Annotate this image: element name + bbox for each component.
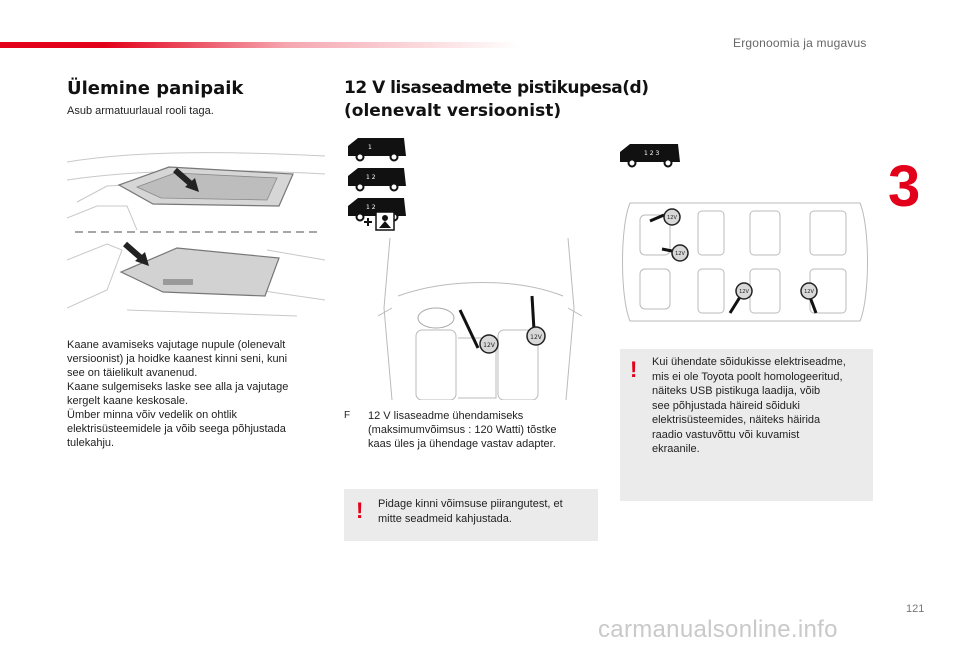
bullet-line: 12 V lisaseadme ühendamiseks (368, 410, 524, 422)
chapter-number: 3 (888, 154, 921, 219)
upper-storage-title: Ülemine panipaik (67, 78, 244, 99)
power-limit-warning (344, 489, 598, 541)
warning-icon: ! (356, 498, 364, 523)
warning-line: mitte seadmeid kahjustada. (378, 512, 512, 525)
warning-line: ekraanile. (652, 443, 700, 455)
instruction-line: kergelt kaane keskosale. (67, 395, 189, 407)
rear-sockets-illustration (620, 197, 872, 327)
header-red-bar (0, 42, 520, 48)
site-watermark: carmanualsonline.info (598, 616, 838, 643)
page-number: 121 (906, 603, 925, 615)
socket-12v-icon (664, 209, 680, 225)
svg-text:1 2: 1 2 (366, 204, 376, 211)
svg-text:12V: 12V (804, 289, 814, 295)
socket-section-subtitle: (olenevalt versioonist) (344, 101, 562, 121)
van-icon (348, 168, 406, 191)
socket-12v-icon (527, 327, 545, 345)
warning-line: Kui ühendate sõidukisse elektriseadme, (652, 356, 846, 368)
svg-text:12V: 12V (483, 342, 495, 349)
socket-12v-icon (736, 283, 752, 299)
svg-text:12V: 12V (675, 251, 685, 257)
svg-text:1 2 3: 1 2 3 (644, 150, 660, 157)
front-socket-illustration (378, 238, 583, 400)
instruction-line: Kaane avamiseks vajutage nupule (olenevalt (67, 339, 286, 351)
non-homologated-device-warning (620, 349, 873, 501)
warning-line: mis ei ole Toyota poolt homologeeritud, (652, 370, 843, 383)
section-header-title: Ergonoomia ja mugavus (733, 36, 867, 50)
socket-12v-icon (801, 283, 817, 299)
warning-line: Pidage kinni võimsuse piirangutest, et (378, 498, 563, 510)
socket-section-title: 12 V lisaseadmete pistikupesa(d) (344, 78, 649, 98)
instruction-line: see on täielikult avanenud. (67, 367, 198, 379)
warning-line: elektrisüsteemides, näiteks häirida (652, 414, 821, 426)
svg-text:12V: 12V (530, 334, 542, 341)
instruction-line: Kaane sulgemiseks laske see alla ja vajutage (67, 381, 289, 393)
socket-12v-icon (480, 335, 498, 353)
socket-12v-icon (672, 245, 688, 261)
svg-text:1 2: 1 2 (366, 174, 376, 181)
warning-line: raadio vastuvõttu või kuvamist (652, 428, 800, 441)
bullet-line: kaas üles ja ühendage vastav adapter. (368, 438, 556, 450)
bullet-arrow-icon: F (344, 410, 351, 421)
instruction-line: elektrisüsteemidele ja võib seega põhjustada (67, 423, 286, 435)
van-icon (616, 140, 684, 174)
svg-text:1: 1 (368, 144, 372, 151)
instruction-line: tulekahju. (67, 437, 115, 449)
svg-text:12V: 12V (739, 289, 749, 295)
warning-line: näiteks USB pistikuga laadija, võib (652, 385, 821, 397)
van-icon (348, 138, 406, 161)
bullet-line: (maksimumvõimsus : 120 Watti) tõstke (368, 424, 557, 436)
warning-icon: ! (630, 357, 638, 382)
vehicle-version-icons (344, 134, 414, 234)
upper-storage-instructions (67, 338, 317, 450)
upper-storage-subtitle: Asub armatuurlaual rooli taga. (67, 105, 214, 117)
instruction-line: Ümber minna võiv vedelik on ohtlik (67, 409, 237, 421)
upper-storage-illustration (67, 140, 325, 320)
instruction-line: versioonist) ja hoidke kaanest kinni seni, kuni (67, 353, 288, 365)
svg-text:12V: 12V (667, 215, 677, 221)
warning-line: see põhjustada häireid sõiduki (652, 399, 800, 412)
